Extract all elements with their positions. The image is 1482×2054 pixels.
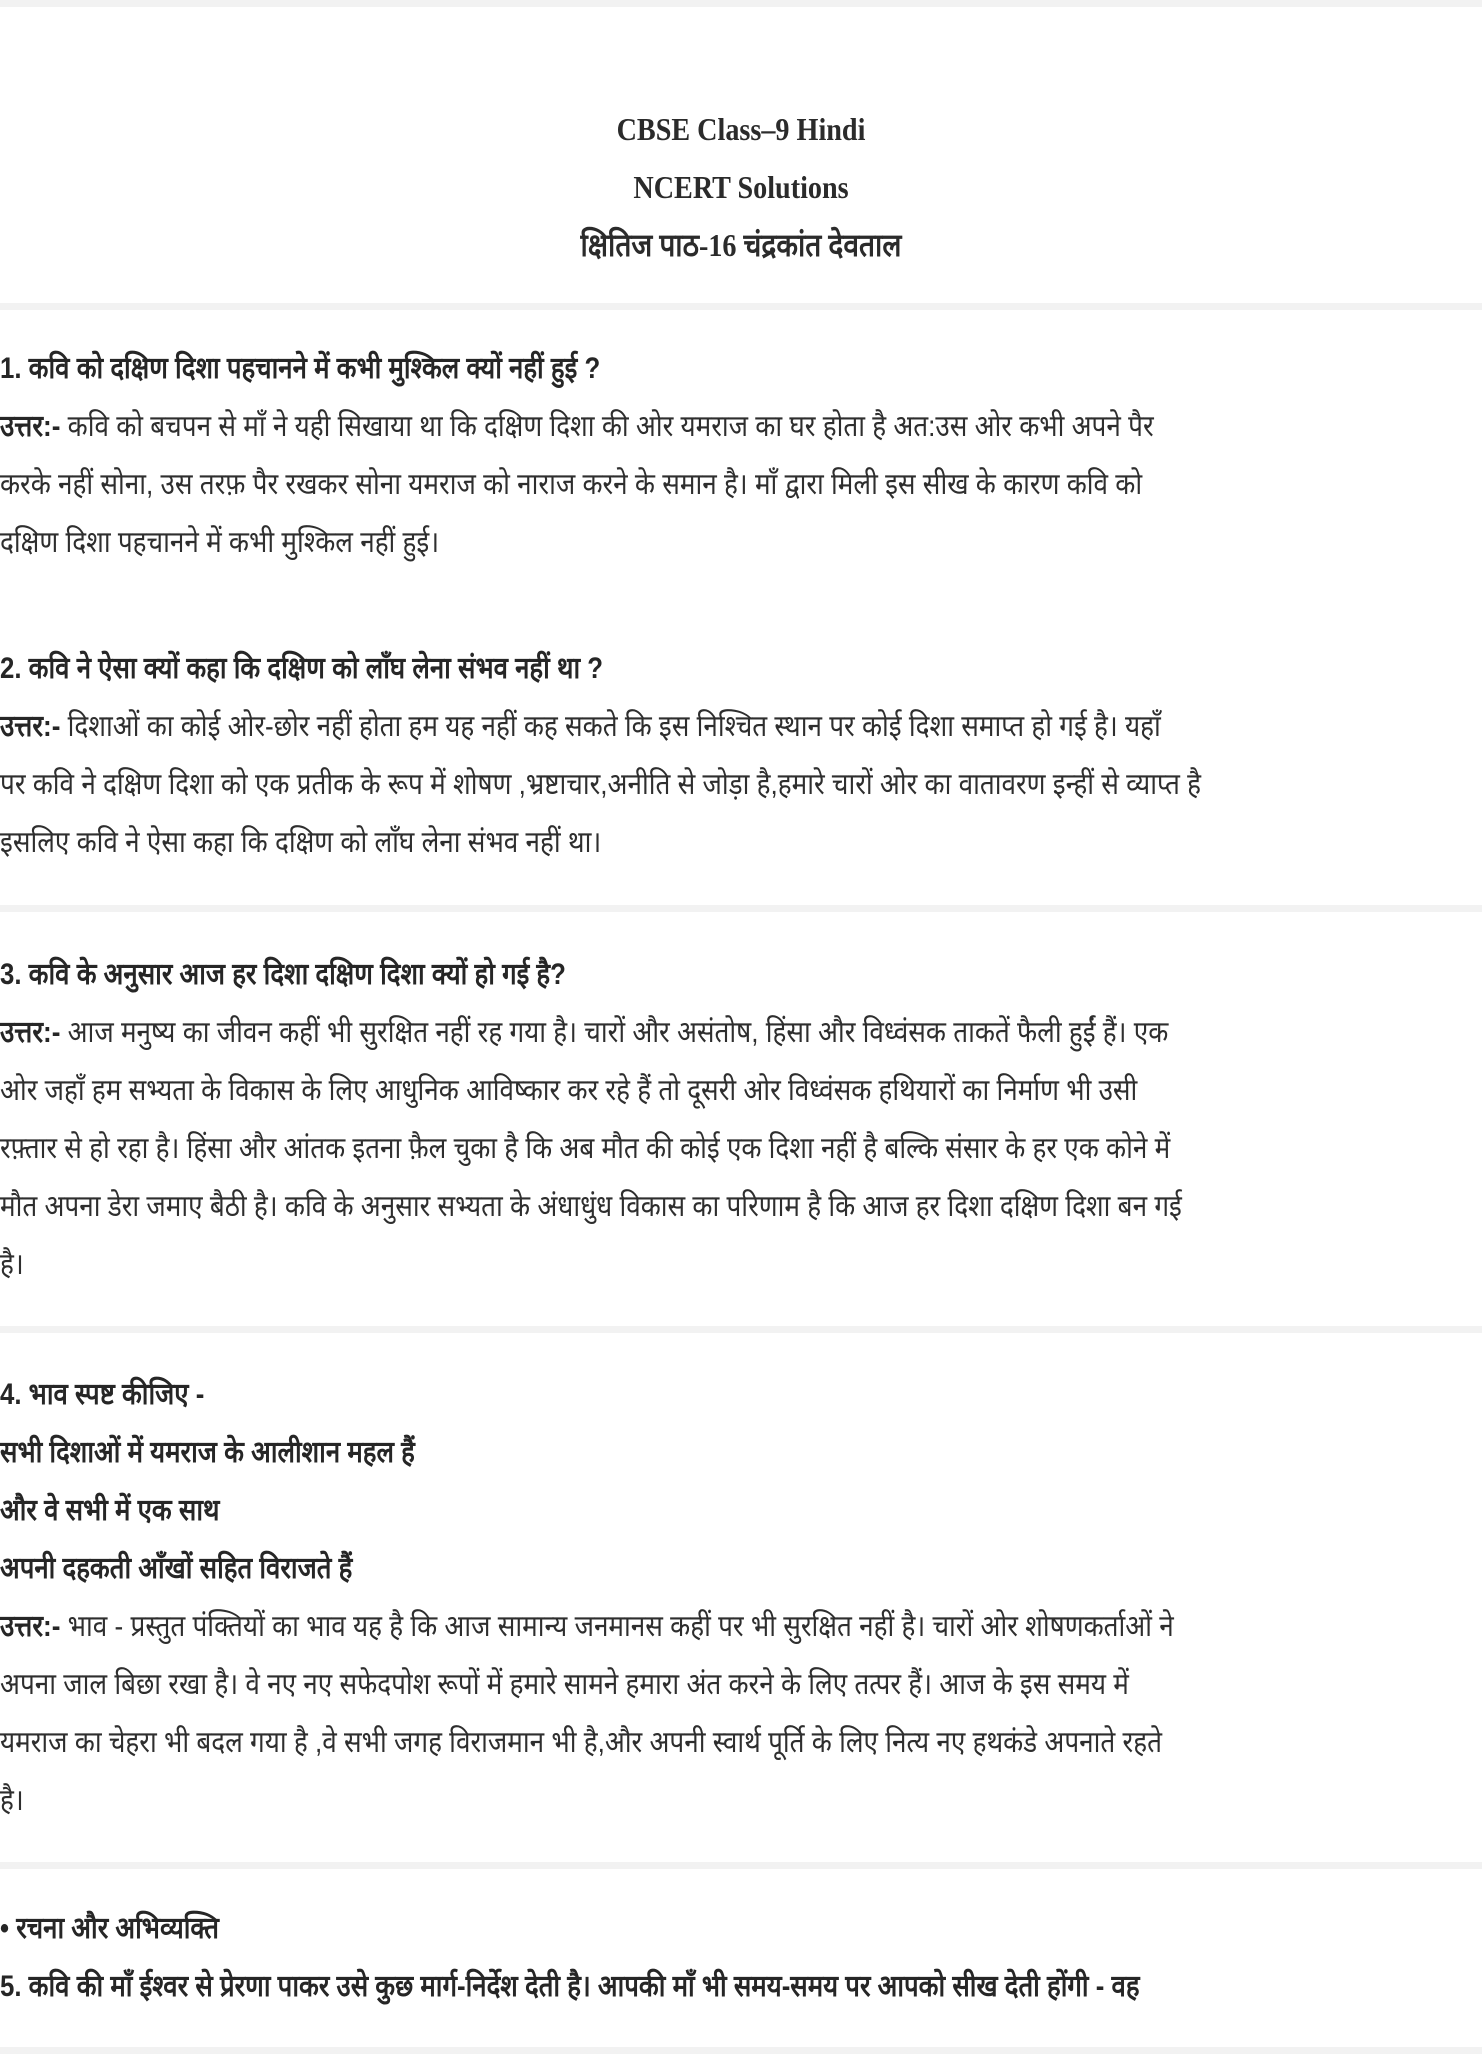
question-text: 2. कवि ने ऐसा क्यों कहा कि दक्षिण को लाँघ लेना संभव नहीं था ? xyxy=(0,652,604,685)
answer-line: यमराज का चेहरा भी बदल गया है ,वे सभी जगह विराजमान भी है,और अपनी स्वार्थ पूर्ति के लिए नित्य नए हथकंडे अपनाते रहते xyxy=(0,1726,1162,1759)
answer-line: करके नहीं सोना, उस तरफ़ पैर रखकर सोना यमराज को नाराज करने के समान है। माँ द्वारा मिली इस सीख के कारण कवि को xyxy=(0,468,1143,501)
question-text: 1. कवि को दक्षिण दिशा पहचानने में कभी मुश्किल क्यों नहीं हुई ? xyxy=(0,352,601,385)
answer-text: दिशाओं का कोई ओर-छोर नहीं होता हम यह नहीं कह सकते कि इस निश्चित स्थान पर कोई दिशा समाप्त हो गई है। यहाँ xyxy=(67,710,1161,743)
answer-label: उत्तर:- xyxy=(0,410,61,443)
answer-line xyxy=(0,1598,1289,1656)
answer-line xyxy=(0,398,1289,456)
answer-label: उत्तर:- xyxy=(0,1016,61,1049)
answer-line: पर कवि ने दक्षिण दिशा को एक प्रतीक के रूप में शोषण ,भ्रष्टाचार,अनीति से जोड़ा है,हमारे चारों ओर का वातावरण इन्हीं से व्याप्त है xyxy=(0,768,1202,801)
question-block-1 xyxy=(0,340,1482,572)
document-header xyxy=(0,100,1482,274)
poem-line: सभी दिशाओं में यमराज के आलीशान महल हैं xyxy=(0,1436,415,1469)
question-block-5 xyxy=(0,1900,1482,2016)
divider xyxy=(0,1326,1482,1333)
divider xyxy=(0,1862,1482,1869)
answer-line: मौत अपना डेरा जमाए बैठी है। कवि के अनुसार सभ्यता के अंधाधुंध विकास का परिणाम है कि आज हर दिशा दक्षिण दिशा बन गई xyxy=(0,1190,1182,1223)
answer-line: है। xyxy=(0,1248,24,1281)
title-line-3: क्षितिज पाठ-16 चंद्रकांत देवताल xyxy=(580,227,902,263)
answer-line: ओर जहाँ हम सभ्यता के विकास के लिए आधुनिक आविष्कार कर रहे हैं तो दूसरी ओर विध्वंसक हथियारों का निर्माण भी उसी xyxy=(0,1074,1138,1107)
question-text: 5. कवि की माँ ईश्वर से प्रेरणा पाकर उसे कुछ मार्ग-निर्देश देती है। आपकी माँ भी समय-समय पर आपको सीख देती होंगी - वह xyxy=(0,1970,1140,2003)
divider xyxy=(0,2047,1482,2054)
poem-line: और वे सभी में एक साथ xyxy=(0,1494,220,1527)
answer-text: कवि को बचपन से माँ ने यही सिखाया था कि दक्षिण दिशा की ओर यमराज का घर होता है अत:उस ओर कभी अपने पैर xyxy=(67,410,1154,443)
answer-line: दक्षिण दिशा पहचानने में कभी मुश्किल नहीं हुई। xyxy=(0,526,440,559)
answer-label: उत्तर:- xyxy=(0,710,61,743)
answer-line xyxy=(0,698,1289,756)
section-heading: • रचना और अभिव्यक्ति xyxy=(0,1912,219,1945)
poem-line: अपनी दहकती आँखों सहित विराजते हैं xyxy=(0,1552,353,1585)
answer-line: इसलिए कवि ने ऐसा कहा कि दक्षिण को लाँघ लेना संभव नहीं था। xyxy=(0,826,602,859)
answer-line: है। xyxy=(0,1784,24,1817)
answer-line xyxy=(0,1004,1289,1062)
answer-line: रफ़्तार से हो रहा है। हिंसा और आंतक इतना फ़ैल चुका है कि अब मौत की कोई एक दिशा नहीं है बल्कि संसार के हर एक कोने में xyxy=(0,1132,1171,1165)
question-block-2 xyxy=(0,640,1482,872)
divider xyxy=(0,303,1482,310)
answer-line: अपना जाल बिछा रखा है। वे नए नए सफेदपोश रूपों में हमारे सामने हमारा अंत करने के लिए तत्पर हैं। आज के इस समय में xyxy=(0,1668,1129,1701)
title-line-1: CBSE Class–9 Hindi xyxy=(616,111,866,147)
divider xyxy=(0,905,1482,912)
question-text: 4. भाव स्पष्ट कीजिए - xyxy=(0,1378,205,1411)
question-text: 3. कवि के अनुसार आज हर दिशा दक्षिण दिशा क्यों हो गई है? xyxy=(0,958,566,991)
answer-label: उत्तर:- xyxy=(0,1610,61,1643)
answer-text: आज मनुष्य का जीवन कहीं भी सुरक्षित नहीं रह गया है। चारों और असंतोष, हिंसा और विध्वंसक ताकतें फैली हुईं हैं। एक xyxy=(67,1016,1169,1049)
divider xyxy=(0,0,1482,7)
answer-text: भाव - प्रस्तुत पंक्तियों का भाव यह है कि आज सामान्य जनमानस कहीं पर भी सुरक्षित नहीं है। चारों ओर शोषणकर्ताओं ने xyxy=(67,1610,1174,1643)
question-block-4 xyxy=(0,1366,1482,1830)
title-line-2: NCERT Solutions xyxy=(633,169,849,205)
question-block-3 xyxy=(0,946,1482,1294)
